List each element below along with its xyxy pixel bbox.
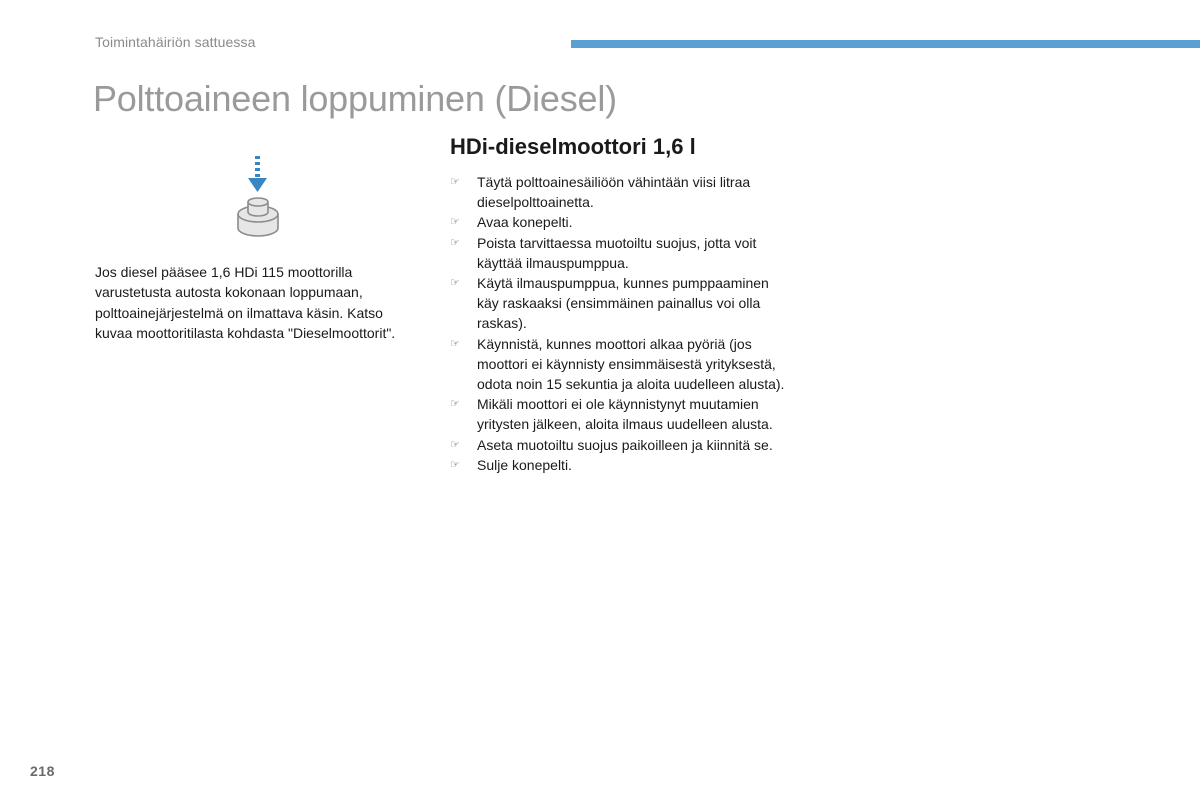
pointing-hand-icon: ☞	[450, 457, 460, 471]
step-text: Sulje konepelti.	[477, 456, 572, 473]
step-item	[450, 172, 790, 212]
instructions-column	[450, 134, 790, 475]
step-text: Käytä ilmauspumppua, kunnes pumppaaminen käy raskaaksi (ensimmäinen painallus voi olla raskas).	[477, 275, 769, 332]
pointing-hand-icon: ☞	[450, 215, 460, 229]
step-text: Täytä polttoainesäiliöön vähintään viisi litraa dieselpolttoainetta.	[477, 174, 751, 211]
pointing-hand-icon: ☞	[450, 437, 460, 451]
header-accent-bar	[571, 40, 1200, 48]
page-number: 218	[30, 763, 55, 779]
step-text: Poista tarvittaessa muotoiltu suojus, jotta voit käyttää ilmauspumppua.	[477, 234, 757, 271]
priming-pump-press-icon	[230, 152, 286, 244]
pointing-hand-icon: ☞	[450, 235, 460, 249]
step-text: Mikäli moottori ei ole käynnistynyt muutamien yritysten jälkeen, aloita ilmaus uudelleen alusta.	[477, 396, 773, 433]
step-item	[450, 334, 790, 395]
step-item	[450, 435, 790, 455]
step-item	[450, 273, 790, 334]
pointing-hand-icon: ☞	[450, 175, 460, 188]
step-text: Käynnistä, kunnes moottori alkaa pyöriä (jos moottori ei käynnisty ensimmäisestä yrityksestä, odota noin 15 sekuntia ja aloita uudelleen alusta).	[477, 335, 785, 393]
pointing-hand-icon: ☞	[450, 276, 460, 290]
section-heading: HDi-dieselmoottori 1,6 l	[450, 134, 696, 159]
step-list	[450, 172, 790, 475]
running-header: Toimintahäiriön sattuessa	[95, 34, 256, 50]
page-title: Polttoaineen loppuminen (Diesel)	[93, 78, 617, 119]
step-text: Aseta muotoiltu suojus paikoilleen ja kiinnitä se.	[477, 436, 773, 453]
step-item	[450, 455, 790, 475]
step-item	[450, 212, 790, 232]
pointing-hand-icon: ☞	[450, 397, 460, 411]
step-item	[450, 233, 790, 273]
intro-paragraph: Jos diesel pääsee 1,6 HDi 115 moottorilla varustetusta autosta kokonaan loppumaan, polttoainejärjestelmä on ilmattava käsin. Katso kuvaa moottoritilasta kohdasta "Dieselmoottorit".	[95, 264, 396, 341]
pointing-hand-icon: ☞	[450, 336, 460, 350]
step-item	[450, 394, 790, 434]
step-text: Avaa konepelti.	[477, 214, 573, 231]
